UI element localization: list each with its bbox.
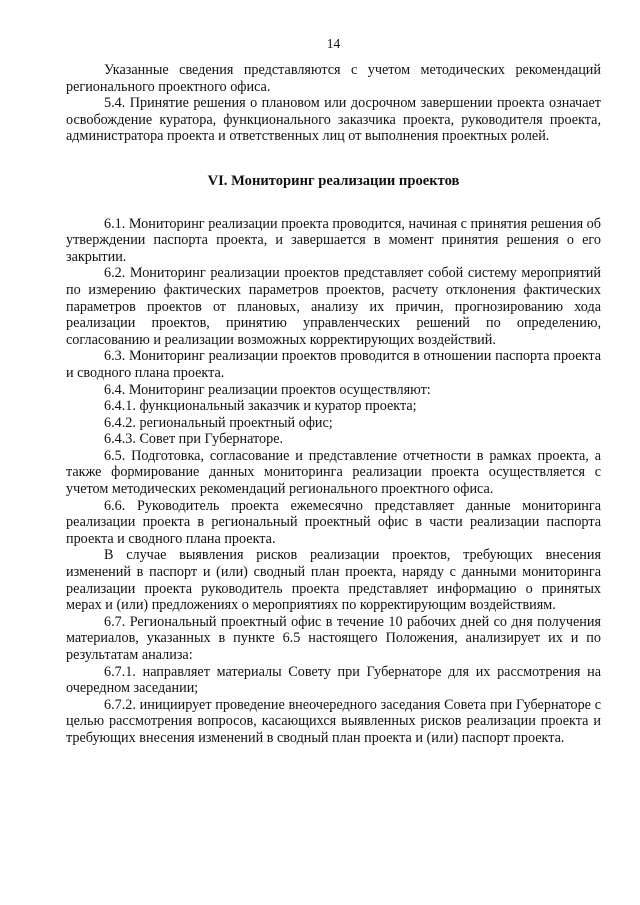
paragraph-6-7: 6.7. Региональный проектный офис в течение 10 рабочих дней со дня получения материалов, указанных в пункте 6.5 настоящего Положения, анализирует их и по результатам анализа: bbox=[66, 613, 601, 663]
paragraph-6-4-2: 6.4.2. региональный проектный офис; bbox=[104, 414, 333, 431]
paragraph-6-7-2: 6.7.2. инициирует проведение внеочередного заседания Совета при Губернаторе с целью рассмотрения вопросов, касающихся выявленных рисков реализации проекта и требующих внесения изменений в сводный план проекта и (или) паспорт проекта. bbox=[66, 696, 601, 746]
section-title: VI. Мониторинг реализации проектов bbox=[207, 172, 460, 189]
paragraph-6-4: 6.4. Мониторинг реализации проектов осуществляют: bbox=[104, 381, 431, 398]
paragraph-risks: В случае выявления рисков реализации проектов, требующих внесения изменений в паспорт и (или) сводный план проекта, наряду с данными мониторинга реализации проекта руководитель проекта представляет информацию о принятых мерах и (или) предложениях о мероприятиях по корректирующим воздействиям. bbox=[66, 547, 601, 614]
page-number: 14 bbox=[326, 36, 341, 51]
paragraph-6-4-1: 6.4.1. функциональный заказчик и куратор проекта; bbox=[104, 398, 417, 415]
document-body bbox=[66, 62, 601, 747]
paragraph-5-4: 5.4. Принятие решения о плановом или досрочном завершении проекта означает освобождение куратора, функционального заказчика проекта, руководителя проекта, администратора проекта и ответственных лиц от выполнения проектных ролей. bbox=[66, 95, 601, 145]
paragraph-6-5: 6.5. Подготовка, согласование и представление отчетности в рамках проекта, а также формирование данных мониторинга реализации проекта осуществляется с учетом методических рекомендаций регионального проектного офиса. bbox=[66, 447, 601, 498]
paragraph-6-7-1: 6.7.1. направляет материалы Совету при Губернаторе для их рассмотрения на очередном заседании; bbox=[66, 663, 601, 697]
paragraph-recommendations-note: Указанные сведения представляются с учетом методических рекомендаций регионального проектного офиса. bbox=[66, 62, 601, 95]
paragraph-6-6: 6.6. Руководитель проекта ежемесячно представляет данные мониторинга реализации проекта в региональный проектный офис в части реализации паспорта проекта и сводного плана проекта. bbox=[66, 497, 601, 547]
paragraph-6-2: 6.2. Мониторинг реализации проектов представляет собой систему мероприятий по измерению фактических параметров проектов, расчету отклонения фактических параметров проектов от плановых, анализу их причин, прогнозированию хода реализации проектов, принятию управленческих решений по определению, согласованию и реализации возможных корректирующих воздействий. bbox=[66, 265, 601, 348]
paragraph-6-3: 6.3. Мониторинг реализации проектов проводится в отношении паспорта проекта и сводного плана проекта. bbox=[66, 348, 601, 381]
paragraph-6-1: 6.1. Мониторинг реализации проекта проводится, начиная с принятия решения об утверждении паспорта проекта, и завершается в момент принятия решения о его закрытии. bbox=[66, 215, 601, 265]
paragraph-6-4-3: 6.4.3. Совет при Губернаторе. bbox=[104, 431, 284, 448]
